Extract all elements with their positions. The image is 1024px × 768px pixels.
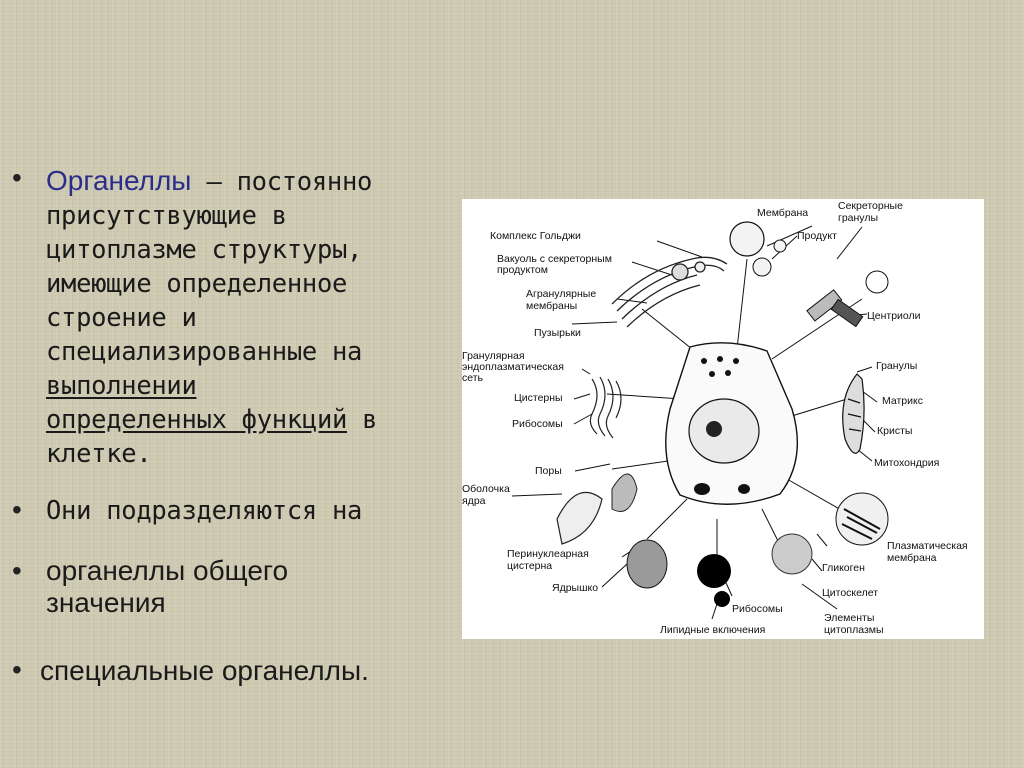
label-glycogen: Гликоген [822, 562, 865, 574]
label-ribosomes-bottom: Рибосомы [732, 603, 783, 615]
leader-line [857, 367, 872, 372]
bullet-subdivision: Они подразделяются на [46, 496, 363, 526]
label-cristae: Кристы [877, 425, 913, 437]
label-cytoskeleton: Цитоскелет [822, 587, 879, 599]
mitochondrion [843, 374, 864, 453]
bullet-special-organelles: специальные органеллы. [40, 655, 369, 686]
nuclear-envelope [557, 492, 602, 544]
lipid-inclusion [714, 591, 730, 607]
label-centrioles: Центриоли [867, 310, 921, 322]
label-plasma-2: мембрана [887, 552, 937, 564]
label-granular-er-1: Гранулярная [462, 350, 525, 362]
label-vacuole-2: продуктом [497, 264, 548, 276]
label-granular-er-2: эндоплазматическая [462, 361, 564, 373]
cell-nucleolus [706, 421, 722, 437]
cell-diagram [462, 199, 984, 639]
definition-line: имеющие определенное [46, 269, 348, 299]
leader-line [572, 322, 617, 324]
label-pores: Поры [535, 465, 562, 477]
label-envelope-2: ядра [462, 495, 486, 507]
label-golgi: Комплекс Гольджи [490, 230, 581, 242]
glycogen [772, 534, 812, 574]
leader-line [632, 262, 672, 275]
bullet-list [0, 0, 460, 768]
leader-line [574, 394, 590, 399]
label-vesicles: Пузырьки [534, 327, 581, 339]
definition-line: клетке. [46, 439, 152, 469]
bullet-marker: • [12, 162, 22, 193]
bullet-general-organelles [46, 555, 288, 619]
bullet-line: органеллы общего [46, 555, 289, 586]
label-granules: Гранулы [876, 360, 918, 372]
connector-line [642, 309, 692, 349]
label-produkt: Продукт [797, 230, 837, 242]
definition-text: в [347, 405, 378, 435]
label-nucleolus: Ядрышко [552, 582, 599, 594]
label-envelope-1: Оболочка [462, 483, 510, 495]
label-secretory-1: Секреторные [838, 200, 903, 212]
leader-line [574, 414, 592, 424]
bullet-organelles-definition [46, 164, 377, 471]
bullet-marker: • [12, 494, 22, 525]
cell-organelles-figure [462, 199, 984, 639]
leader-line [575, 464, 610, 471]
plasma-membrane-patch [836, 493, 888, 545]
label-elements-2: цитоплазмы [824, 624, 884, 636]
label-ribosomes-left: Рибосомы [512, 418, 563, 430]
definition-line: цитоплазме структуры, [46, 235, 363, 265]
golgi-complex [612, 257, 727, 327]
connector-line [607, 394, 682, 399]
leader-line [657, 241, 702, 257]
label-lipid: Липидные включения [660, 624, 766, 636]
lipid-inclusion [697, 554, 731, 588]
underlined-text: определенных функций [46, 405, 348, 435]
bullet-marker: • [12, 555, 22, 586]
label-elements-1: Элементы [824, 612, 875, 624]
definition-line: специализированные на [46, 337, 363, 367]
bullet-marker: • [12, 654, 22, 685]
leader-line [837, 227, 862, 259]
leader-line [812, 559, 822, 571]
leader-line [512, 494, 562, 496]
label-agranular-2: мембраны [526, 300, 578, 312]
definition-text: – постоянно [191, 167, 373, 197]
definition-line: строение и [46, 303, 197, 333]
label-vacuole-1: Вакуоль с секреторным [497, 253, 612, 265]
pore-region [612, 474, 637, 512]
definition-line: присутствующие в [46, 201, 287, 231]
label-cisterns: Цистерны [514, 392, 563, 404]
secretory-granule [774, 240, 786, 252]
label-agranular-1: Агранулярные [526, 288, 597, 300]
label-perinuclear-1: Перинуклеарная [507, 548, 589, 560]
label-mitochondrion: Митохондрия [874, 457, 940, 469]
label-matrix: Матрикс [882, 395, 923, 407]
leader-line [712, 604, 717, 619]
connector-line [647, 499, 687, 539]
leader-line [817, 534, 827, 546]
leader-line [602, 564, 627, 587]
er-cisterns [590, 377, 621, 438]
term-organelles: Органеллы [46, 165, 192, 196]
label-membrana: Мембрана [757, 207, 809, 219]
nucleolus-figure [627, 540, 667, 588]
cell-nucleus [689, 399, 759, 463]
connector-line [737, 259, 747, 349]
bullet-line: значения [46, 587, 166, 618]
leader-line [582, 369, 590, 374]
label-secretory-2: гранулы [838, 212, 879, 224]
label-plasma-1: Плазматическая [887, 540, 968, 552]
label-perinuclear-2: цистерна [507, 560, 553, 572]
secretory-granule [753, 258, 771, 276]
label-granular-er-3: сеть [462, 372, 484, 384]
underlined-text: выполнении [46, 371, 197, 401]
secretory-granule [730, 222, 764, 256]
